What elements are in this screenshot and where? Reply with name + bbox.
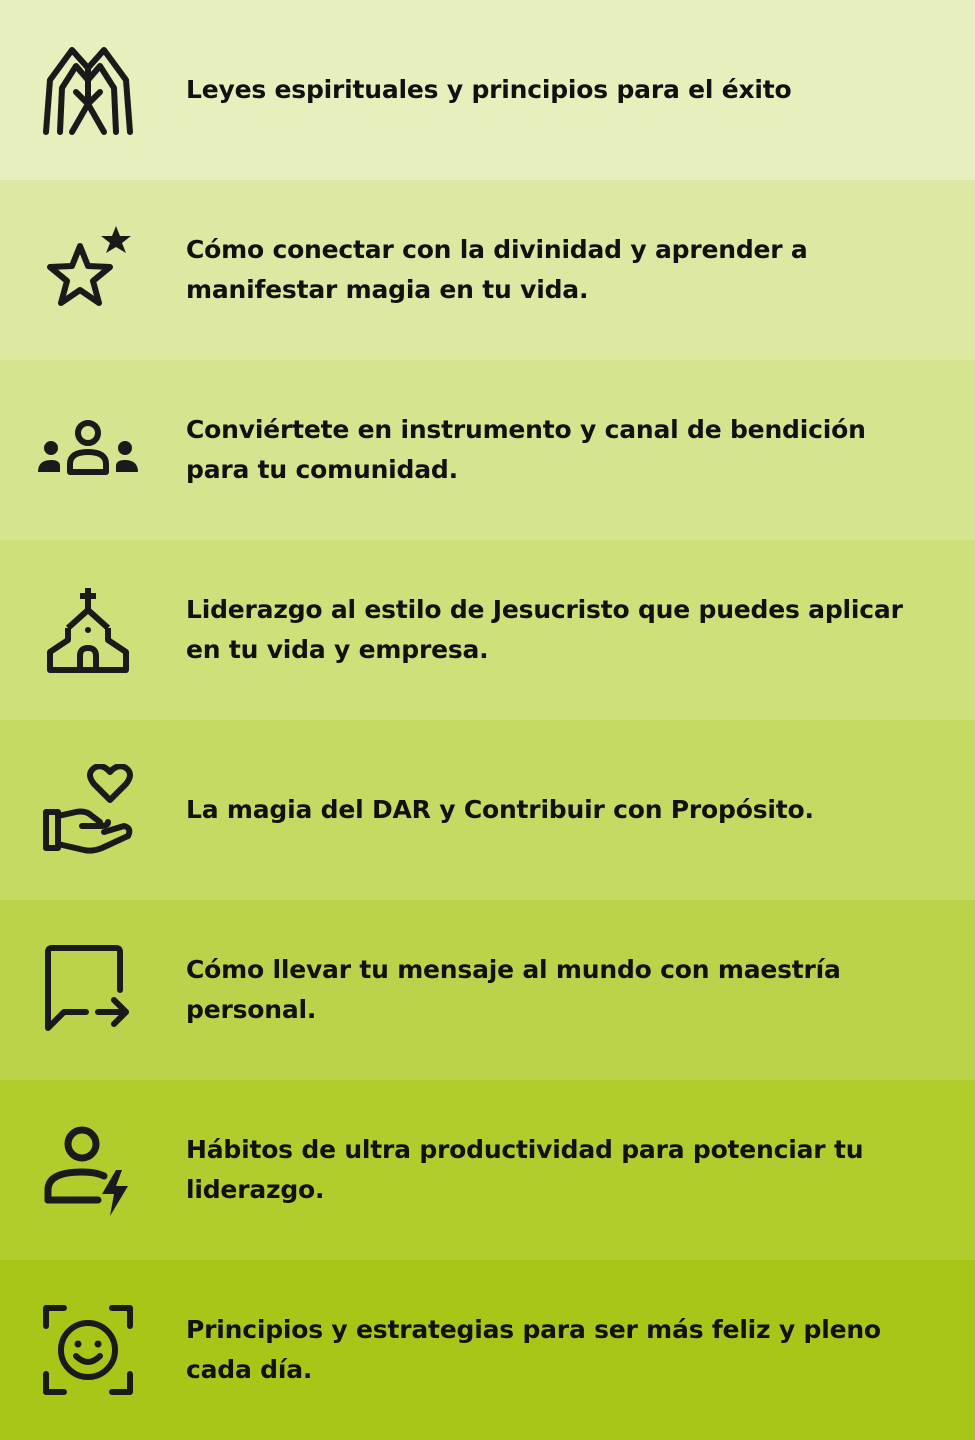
face-scan-smile-icon — [36, 1300, 140, 1400]
list-item — [0, 360, 975, 540]
list-item — [0, 1260, 975, 1440]
list-item — [0, 540, 975, 720]
hand-heart-icon — [36, 760, 140, 860]
list-item-text: Liderazgo al estilo de Jesucristo que puedes aplicar en tu vida y empresa. — [186, 595, 903, 664]
list-item-text: Conviértete en instrumento y canal de bendición para tu comunidad. — [186, 415, 866, 484]
user-lightning-icon — [36, 1120, 140, 1220]
list-item — [0, 720, 975, 900]
list-item — [0, 180, 975, 360]
list-item-text: Hábitos de ultra productividad para potenciar tu liderazgo. — [186, 1135, 864, 1204]
community-group-icon — [36, 400, 140, 500]
list-item-text: Principios y estrategias para ser más feliz y pleno cada día. — [186, 1315, 881, 1384]
list-item — [0, 1080, 975, 1260]
list-item-text: Leyes espirituales y principios para el éxito — [186, 75, 792, 104]
church-icon — [36, 580, 140, 680]
stars-icon — [36, 220, 140, 320]
message-forward-icon — [36, 940, 140, 1040]
list-item-text: La magia del DAR y Contribuir con Propósito. — [186, 795, 814, 824]
list-item-text: Cómo conectar con la divinidad y aprender a manifestar magia en tu vida. — [186, 235, 808, 304]
list-item — [0, 900, 975, 1080]
praying-hands-icon — [36, 40, 140, 140]
list-item — [0, 0, 975, 180]
list-item-text: Cómo llevar tu mensaje al mundo con maestría personal. — [186, 955, 841, 1024]
